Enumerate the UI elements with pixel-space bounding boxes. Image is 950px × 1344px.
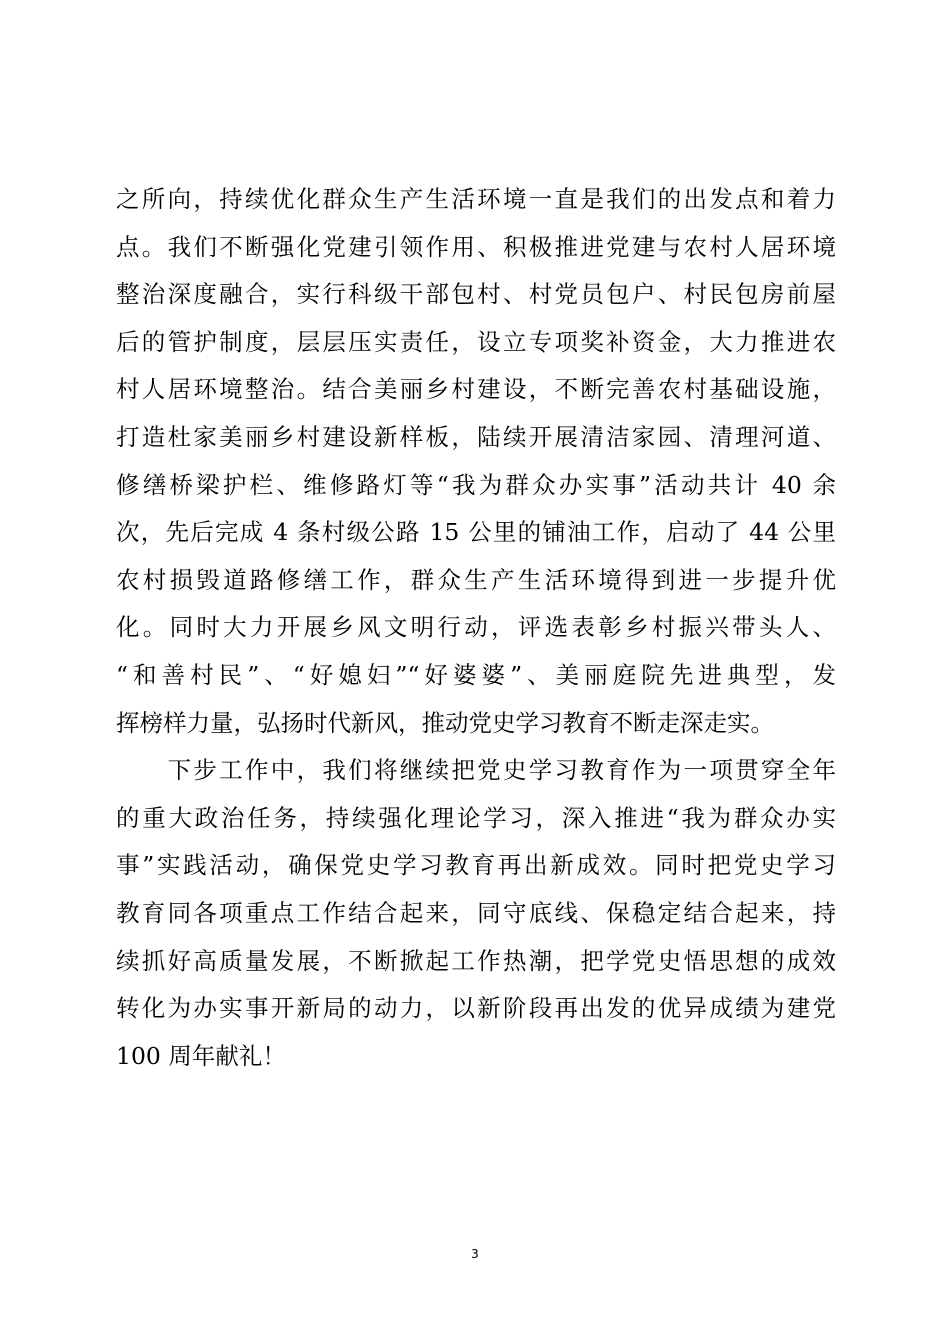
paragraph-line: 100 周年献礼！ xyxy=(116,1041,286,1070)
paragraph-line: 教育同各项重点工作结合起来，同守底线、保稳定结合起来，持 xyxy=(116,898,836,927)
paragraph-line: 村人居环境整治。结合美丽乡村建设，不断完善农村基础设施， xyxy=(116,375,836,404)
page-number: 3 xyxy=(471,1247,479,1261)
paragraph-line: 的重大政治任务，持续强化理论学习，深入推进“我为群众办实 xyxy=(116,803,836,832)
paragraph-line: 化。同时大力开展乡风文明行动，评选表彰乡村振兴带头人、 xyxy=(116,613,836,642)
paragraph-line: 之所向，持续优化群众生产生活环境一直是我们的出发点和着力 xyxy=(116,185,836,213)
paragraph-line: “和善村民”、“好媳妇”“好婆婆”、美丽庭院先进典型，发 xyxy=(116,660,836,689)
document-body xyxy=(116,176,836,1080)
paragraph-line: 下步工作中，我们将继续把党史学习教育作为一项贯穿全年 xyxy=(116,756,836,785)
paragraph-1 xyxy=(116,176,836,747)
paragraph-line: 事”实践活动，确保党史学习教育再出新成效。同时把党史学习 xyxy=(116,851,836,880)
paragraph-line: 续抓好高质量发展，不断掀起工作热潮，把学党史悟思想的成效 xyxy=(116,946,836,975)
paragraph-line: 后的管护制度，层层压实责任，设立专项奖补资金，大力推进农 xyxy=(116,327,836,356)
paragraph-line: 整治深度融合，实行科级干部包村、村党员包户、村民包房前屋 xyxy=(116,280,836,309)
paragraph-line: 次，先后完成 4 条村级公路 15 公里的铺油工作，启动了 44 公里 xyxy=(116,518,836,547)
paragraph-line: 挥榜样力量，弘扬时代新风，推动党史学习教育不断走深走实。 xyxy=(116,708,774,737)
paragraph-line: 修缮桥梁护栏、维修路灯等“我为群众办实事”活动共计 40 余 xyxy=(116,470,836,499)
paragraph-line: 转化为办实事开新局的动力，以新阶段再出发的优异成绩为建党 xyxy=(116,994,836,1023)
paragraph-line: 点。我们不断强化党建引领作用、积极推进党建与农村人居环境 xyxy=(116,232,836,261)
paragraph-line: 农村损毁道路修缮工作，群众生产生活环境得到进一步提升优 xyxy=(116,565,836,594)
paragraph-line: 打造杜家美丽乡村建设新样板，陆续开展清洁家园、清理河道、 xyxy=(116,422,836,451)
paragraph-2 xyxy=(116,747,836,1080)
